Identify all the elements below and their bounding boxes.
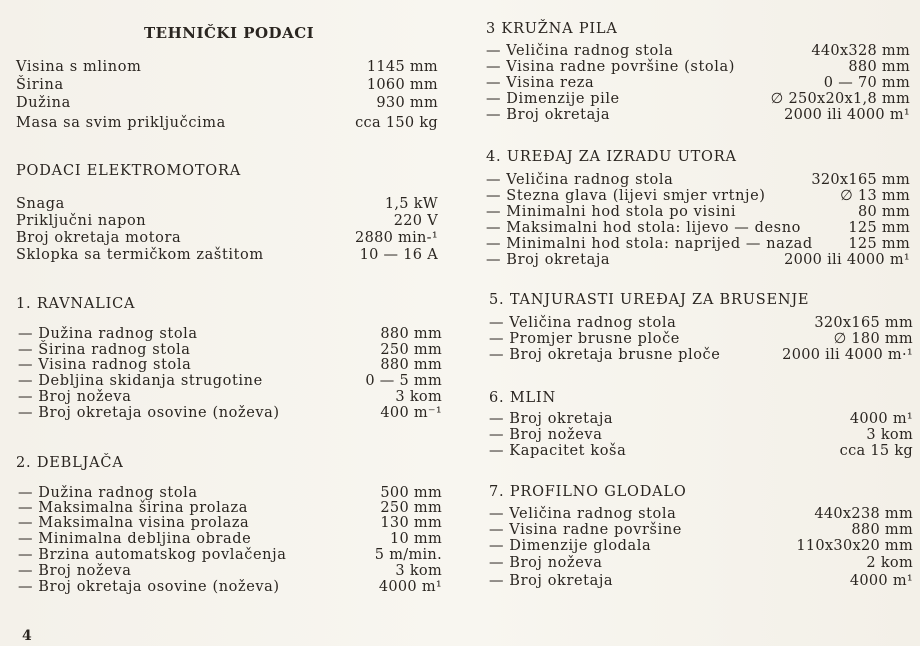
spec-label: — Broj noževa bbox=[18, 563, 132, 579]
spec-value: 110x30x20 mm bbox=[796, 538, 913, 554]
spec-value: 5 m/min. bbox=[374, 547, 442, 563]
spec-row bbox=[486, 237, 910, 252]
spec-row bbox=[489, 539, 913, 554]
page-number: 4 bbox=[22, 628, 32, 644]
spec-row bbox=[489, 332, 913, 347]
spec-value: cca 15 kg bbox=[839, 443, 913, 459]
spec-row bbox=[16, 248, 438, 263]
page-title: TEHNIČKI PODACI bbox=[144, 24, 315, 42]
spec-row bbox=[16, 197, 438, 212]
spec-value: 10 mm bbox=[389, 531, 442, 547]
spec-value: 3 kom bbox=[395, 563, 442, 579]
spec-value: 125 mm bbox=[848, 220, 910, 236]
spec-row bbox=[16, 116, 438, 131]
spec-value: 1145 mm bbox=[366, 59, 438, 75]
spec-label: — Broj okretaja bbox=[486, 107, 611, 123]
spec-label: — Visina radne površine (stola) bbox=[486, 59, 735, 75]
spec-row bbox=[18, 516, 442, 531]
spec-row bbox=[18, 580, 442, 595]
spec-label: — Broj okretaja bbox=[489, 573, 614, 589]
spec-row bbox=[16, 60, 438, 75]
spec-label: Snaga bbox=[16, 196, 65, 212]
spec-row bbox=[18, 374, 442, 389]
spec-label: — Broj okretaja osovine (noževa) bbox=[18, 579, 280, 595]
spec-label: — Stezna glava (lijevi smjer vrtnje) bbox=[486, 188, 766, 204]
spec-value: 880 mm bbox=[851, 522, 913, 538]
spec-row bbox=[18, 358, 442, 373]
spec-row bbox=[486, 189, 910, 204]
spec-label: — Veličina radnog stola bbox=[486, 172, 674, 188]
spec-label: Priključni napon bbox=[16, 213, 147, 229]
spec-value: 125 mm bbox=[848, 236, 910, 252]
spec-value: 3 kom bbox=[866, 427, 913, 443]
spec-value: 320x165 mm bbox=[814, 315, 913, 331]
spec-row bbox=[18, 327, 442, 342]
section-heading: 5. TANJURASTI UREĐAJ ZA BRUSENJE bbox=[489, 292, 810, 308]
spec-value: 2 kom bbox=[866, 555, 913, 571]
section-heading: 6. MLIN bbox=[489, 390, 556, 406]
spec-value: 250 mm bbox=[380, 342, 442, 358]
spec-row bbox=[489, 574, 913, 589]
spec-label: — Visina radne površine bbox=[489, 522, 682, 538]
spec-value: 880 mm bbox=[380, 357, 442, 373]
section-heading: 1. RAVNALICA bbox=[16, 296, 136, 312]
spec-value: 400 m⁻¹ bbox=[380, 405, 442, 421]
spec-label: — Maksimalna visina prolaza bbox=[18, 515, 250, 531]
spec-value: 250 mm bbox=[380, 500, 442, 516]
spec-label: — Dimenzije glodala bbox=[489, 538, 652, 554]
spec-label: Dužina bbox=[16, 95, 71, 111]
spec-value: 500 mm bbox=[380, 485, 442, 501]
spec-label: — Maksimalni hod stola: lijevo — desno bbox=[486, 220, 801, 236]
spec-value: 2000 ili 4000 m¹ bbox=[784, 252, 910, 268]
spec-label: — Veličina radnog stola bbox=[489, 315, 677, 331]
spec-label: Masa sa svim priključcima bbox=[16, 115, 226, 131]
spec-label: — Kapacitet koša bbox=[489, 443, 627, 459]
spec-value: ∅ 250x20x1,8 mm bbox=[770, 91, 910, 107]
spec-label: — Dužina radnog stola bbox=[18, 326, 198, 342]
spec-row bbox=[486, 173, 910, 188]
spec-label: — Broj okretaja brusne ploče bbox=[489, 347, 721, 363]
spec-row bbox=[486, 253, 910, 268]
spec-value: 1060 mm bbox=[366, 77, 438, 93]
spec-row bbox=[486, 205, 910, 220]
spec-value: 4000 m¹ bbox=[378, 579, 442, 595]
spec-label: — Brzina automatskog povlačenja bbox=[18, 547, 287, 563]
spec-row bbox=[16, 231, 438, 246]
section-heading: 7. PROFILNO GLODALO bbox=[489, 484, 687, 500]
spec-row bbox=[489, 348, 913, 363]
spec-value: 10 — 16 A bbox=[359, 247, 438, 263]
spec-row bbox=[16, 96, 438, 111]
spec-row bbox=[486, 44, 910, 59]
spec-label: — Visina radnog stola bbox=[18, 357, 192, 373]
spec-label: — Debljina skidanja strugotine bbox=[18, 373, 263, 389]
spec-value: 930 mm bbox=[376, 95, 438, 111]
spec-label: — Broj noževa bbox=[489, 555, 603, 571]
spec-value: 880 mm bbox=[848, 59, 910, 75]
spec-label: — Broj okretaja bbox=[486, 252, 611, 268]
spec-label: — Dimenzije pile bbox=[486, 91, 620, 107]
spec-label: — Broj okretaja bbox=[489, 411, 614, 427]
spec-label: — Visina reza bbox=[486, 75, 595, 91]
spec-value: ∅ 13 mm bbox=[840, 188, 910, 204]
spec-row bbox=[18, 564, 442, 579]
spec-row bbox=[489, 412, 913, 427]
spec-row bbox=[489, 316, 913, 331]
spec-label: — Minimalna debljina obrade bbox=[18, 531, 252, 547]
spec-label: Širina bbox=[16, 77, 64, 93]
spec-value: 440x238 mm bbox=[814, 506, 913, 522]
spec-label: — Dužina radnog stola bbox=[18, 485, 198, 501]
spec-row bbox=[486, 221, 910, 236]
spec-row bbox=[18, 406, 442, 421]
section-heading: 2. DEBLJAČA bbox=[16, 455, 124, 471]
spec-row bbox=[18, 548, 442, 563]
spec-value: ∅ 180 mm bbox=[833, 331, 913, 347]
spec-value: 2000 ili 4000 m·¹ bbox=[782, 347, 913, 363]
spec-value: 440x328 mm bbox=[811, 43, 910, 59]
spec-value: 2000 ili 4000 m¹ bbox=[784, 107, 910, 123]
spec-value: 320x165 mm bbox=[811, 172, 910, 188]
spec-label: — Minimalni hod stola po visini bbox=[486, 204, 737, 220]
spec-row bbox=[489, 507, 913, 522]
spec-value: 130 mm bbox=[380, 515, 442, 531]
spec-value: 4000 m¹ bbox=[849, 573, 913, 589]
spec-row bbox=[486, 60, 910, 75]
spec-value: 80 mm bbox=[857, 204, 910, 220]
spec-value: 3 kom bbox=[395, 389, 442, 405]
spec-row bbox=[18, 486, 442, 501]
spec-row bbox=[18, 501, 442, 516]
spec-value: 880 mm bbox=[380, 326, 442, 342]
spec-row bbox=[16, 78, 438, 93]
section-heading: 3 KRUŽNA PILA bbox=[486, 21, 618, 37]
spec-label: — Broj noževa bbox=[489, 427, 603, 443]
spec-row bbox=[16, 214, 438, 229]
spec-row bbox=[486, 76, 910, 91]
spec-value: 2880 min-¹ bbox=[355, 230, 438, 246]
spec-row bbox=[18, 343, 442, 358]
spec-value: 4000 m¹ bbox=[849, 411, 913, 427]
spec-value: 0 — 70 mm bbox=[823, 75, 910, 91]
spec-row bbox=[489, 444, 913, 459]
spec-label: Visina s mlinom bbox=[16, 59, 142, 75]
spec-value: cca 150 kg bbox=[355, 115, 438, 131]
spec-label: — Minimalni hod stola: naprijed — nazad bbox=[486, 236, 813, 252]
section-heading: 4. UREĐAJ ZA IZRADU UTORA bbox=[486, 149, 737, 165]
spec-row bbox=[486, 108, 910, 123]
spec-row bbox=[489, 523, 913, 538]
spec-value: 220 V bbox=[393, 213, 438, 229]
spec-value: 0 — 5 mm bbox=[365, 373, 442, 389]
spec-label: — Širina radnog stola bbox=[18, 342, 191, 358]
spec-label: — Broj okretaja osovine (noževa) bbox=[18, 405, 280, 421]
spec-value: 1,5 kW bbox=[384, 196, 438, 212]
spec-label: — Promjer brusne ploče bbox=[489, 331, 680, 347]
spec-row bbox=[18, 390, 442, 405]
spec-row bbox=[489, 556, 913, 571]
spec-row bbox=[18, 532, 442, 547]
spec-label: — Veličina radnog stola bbox=[489, 506, 677, 522]
spec-row bbox=[486, 92, 910, 107]
spec-label: — Broj noževa bbox=[18, 389, 132, 405]
spec-label: Broj okretaja motora bbox=[16, 230, 182, 246]
spec-label: Sklopka sa termičkom zaštitom bbox=[16, 247, 264, 263]
spec-label: — Veličina radnog stola bbox=[486, 43, 674, 59]
section-heading: PODACI ELEKTROMOTORA bbox=[16, 163, 241, 179]
spec-label: — Maksimalna širina prolaza bbox=[18, 500, 249, 516]
spec-row bbox=[489, 428, 913, 443]
